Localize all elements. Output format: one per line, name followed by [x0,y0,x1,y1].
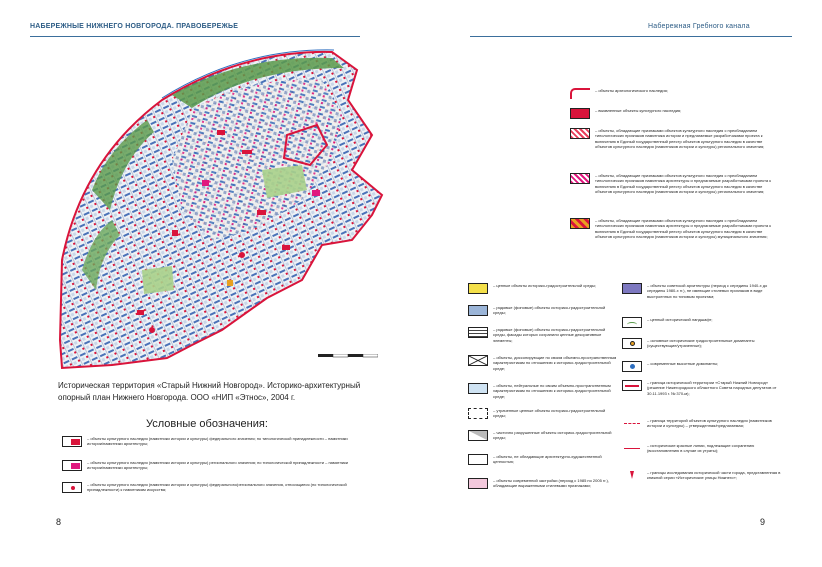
modern-dominant-icon [622,361,642,372]
legend-text: – основные исторические градостроительные доминанты (существующие/утраченные); [647,338,755,349]
light-blue-block-icon [468,383,488,394]
diagonal-block-icon [468,430,488,441]
legend-text: – частично разрушенные объекты историко-градостроительной среды; [493,430,612,441]
red-rect-icon [570,108,590,119]
legend-item-no-value [468,454,618,465]
legend-item-red-lines [622,443,782,454]
map-caption [58,380,388,404]
monument-dot-icon [62,482,82,493]
legend-text: – объекты, обладающие признаками объектов культурного наследия с преобладанием типологических признаков памятника истории и предлагаемые разработчиками проекта к включению в Единый государственный реестр объектов культурного наследия в качестве объектов культурного наследия (памятников истории и культуры) регионального значения; [595,128,765,149]
left-running-header: НАБЕРЕЖНЫЕ НИЖНЕГО НОВГОРОДА. ПРАВОБЕРЕЖЬЕ [30,23,239,30]
legend-text: – граница исторической территории «Старый Нижний Новгород» (решение Нижегородского областного Совета народных депутатов от 30.11.1993 г. № 370-м); [647,380,777,396]
legend-item-history-candidates [570,128,775,149]
legend-text: – объекты культурного наследия (памятники истории и культуры) регионального значения; по типологической принадлежности – памятники истории/памятники архитектуры; [87,460,349,471]
purple-block-icon [622,283,642,294]
legend-text: – объекты, диссонирующие по своим объемно-пространственным характеристикам по отношению к историко-градостроительной среде; [493,355,617,371]
striped-orange-icon [570,218,590,229]
legend-item-soviet [622,283,782,299]
green-square [142,266,174,294]
legend-item-dissonant [468,355,618,371]
legend-item-identified [570,108,770,119]
dashed-outline-icon [468,408,488,419]
legend-text: – граница территорий объектов культурного наследия (памятников истории и культуры) – утвержденная/предлагаемая; [647,418,772,429]
grey-blue-block-icon [468,305,488,316]
legend-text: – выявленные объекты культурного наследия; [595,108,682,113]
pink-block-icon [468,478,488,489]
study-boundary-icon [622,470,642,481]
magenta-block-icon [62,460,82,471]
arch-outline-icon [570,88,590,99]
red-block-icon [62,436,82,447]
legend-text: – рядовые (фоновые) объекты историко-градостроительной среды, фасады которых сохранили ценные декоративные элементы; [493,327,606,343]
legend-title: Условные обозначения: [146,418,268,430]
legend-text: – границы исследования исторической части города, представленная в книжной серии «Исторические улицы Нижнего»; [647,470,781,481]
legend-item-architecture-candidates [570,173,775,194]
right-running-header: Набережная Гребного канала [648,23,750,30]
header-rule-right [470,36,792,37]
cross-block-icon [468,355,488,366]
legend-item-lost [468,408,618,419]
header-rule-left [30,36,360,37]
legend-text: – объекты, нейтральные по своим объемно-пространственным характеристикам по отношению к историко-градостроительной среде; [493,383,611,399]
legend-item-municipal-candidates [570,218,775,239]
legend-text: – современные высотные доминанты; [647,361,719,366]
red-lines-icon [622,443,642,454]
legend-item-modern [468,478,618,489]
legend-text: – объекты, обладающие признаками объектов культурного наследия с преобладанием типологических признаков памятника архитектуры и предлагаемые разработчиками проекта к включению в Единый государственный реестр объектов культурного наследия в качестве объектов культурного наследия (памятников истории и культуры) регионального значения; [595,173,771,194]
legend-item-art [62,482,362,493]
legend-item-federal [62,436,362,447]
historic-plan-map [52,40,412,372]
legend-text: – объекты археологического наследия; [595,88,668,93]
page-number-left: 8 [56,517,62,527]
legend-item-heritage-boundary [622,418,782,429]
caption-line-1: Историческая территория «Старый Нижний Новгород». Историко-архитектурный [58,381,361,390]
legend-text: – ценный исторический ландшафт; [647,317,713,322]
page-number-right: 9 [760,517,766,527]
legend-item-archaeology [570,88,770,99]
legend-item-decorative [468,327,618,343]
landscape-icon [622,317,642,328]
legend-text: – рядовые (фоновые) объекты историко-градостроительной среды; [493,305,606,316]
hatched-red-icon [570,128,590,139]
caption-line-2: опорный план Нижнего Новгорода. ООО «НИП «Этнос», 2004 г. [58,393,296,402]
legend-text: – исторические красные линии, подлежащие сохранению (восстановлению в случае их утраты); [647,443,755,454]
legend-text: – утраченные ценные объекты историко-градостроительной среды; [493,408,606,419]
legend-item-regional [62,460,362,471]
legend-item-damaged [468,430,618,441]
legend-item-background [468,305,618,316]
legend-text: – объекты культурного наследия (памятники истории и культуры) федерального/регионального значения, относящиеся (по типологической принадлежности) к памятникам искусства; [87,482,347,493]
dominant-icon [622,338,642,349]
yellow-block-icon [468,283,488,294]
legend-text: – объекты, не обладающие архитектурно-художественной ценностью; [493,454,602,465]
hatched-magenta-icon [570,173,590,184]
grid-block-icon [468,327,488,338]
legend-item-territory-boundary [622,380,782,396]
legend-text: – объекты советской архитектуры (период с середины 1940-х до середины 1980-х гг.), не имеющие стилевых признаков в виде выстроенных по типовым проектам; [647,283,768,299]
legend-text: – объекты культурного наследия (памятники истории и культуры) федерального значения; по типологической принадлежности – памятники истории/памятники архитектуры; [87,436,348,447]
red-boundary-icon [622,380,642,391]
legend-item-modern-dominants [622,361,782,372]
legend-item-landscape [622,317,782,328]
legend-item-neutral [468,383,618,399]
legend-item-study-boundary [622,470,782,481]
legend-item-historic-dominants [622,338,782,349]
legend-text: – объекты современной застройки (период с 1985 по 2005 гг.), обладающие выраженными стилевыми признаками; [493,478,609,489]
legend-text: – ценные объекты историко-градостроительной среды; [493,283,596,288]
legend-text: – объекты, обладающие признаками объектов культурного наследия с преобладанием типологических признаков памятника архитектуры и предлагаемые разработчиками проекта к включению в Единый государственный реестр объектов культурного наследия в качестве объектов культурного наследия (памятников истории и культуры) муниципального значения; [595,218,771,239]
plain-outline-icon [468,454,488,465]
map-scale-bar [318,354,378,358]
legend-item-valuable [468,283,618,294]
boundary-line-icon [622,418,642,429]
